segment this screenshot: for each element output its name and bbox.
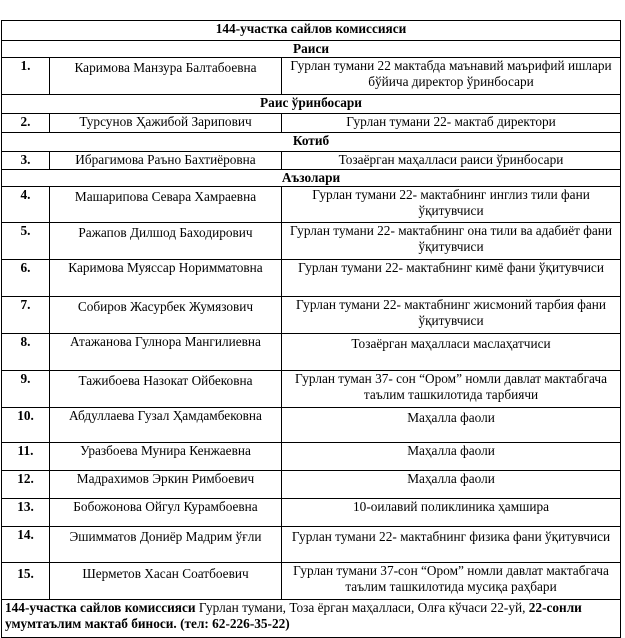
- row-number: 15.: [2, 563, 50, 600]
- row-number: 1.: [2, 58, 50, 95]
- table-row: [2, 499, 621, 527]
- address-note: [2, 600, 621, 638]
- row-number: 5.: [2, 223, 50, 260]
- member-role: Гурлан туман 37- сон “Ором” номли давлат мактабгача таълим ташкилотида тарбиячи: [282, 371, 621, 408]
- row-number: 11.: [2, 443, 50, 471]
- section-heading-deputy: Раис ўринбосари: [2, 95, 621, 114]
- member-role: Маҳалла фаоли: [282, 443, 621, 471]
- member-role: Гурлан тумани 22- мактабнинг инглиз тили фани ўқитувчиси: [282, 187, 621, 223]
- row-number: 8.: [2, 334, 50, 371]
- footer-commission-name: 144-участка сайлов комиссияси: [5, 600, 196, 615]
- table-row: [2, 187, 621, 223]
- row-number: 10.: [2, 408, 50, 443]
- member-role: Гурлан тумани 22- мактабнинг кимё фани ўқитувчиси: [282, 260, 621, 297]
- table-row: [2, 260, 621, 297]
- member-name: Бобожонова Ойгул Курамбоевна: [50, 499, 282, 527]
- table-row: [2, 408, 621, 443]
- member-role: Тозаёрган маҳалласи раиси ўринбосари: [282, 152, 621, 170]
- section-heading-members: Аъзолари: [2, 170, 621, 187]
- table-row: [2, 443, 621, 471]
- table-row: [2, 114, 621, 133]
- member-name: Турсунов Ҳажибой Зарипович: [50, 114, 282, 133]
- row-number: 9.: [2, 371, 50, 408]
- member-role: Маҳалла фаоли: [282, 408, 621, 443]
- row-number: 3.: [2, 152, 50, 170]
- title-row: [2, 21, 621, 41]
- section-heading-chair: Раиси: [2, 41, 621, 58]
- section-row-deputy: [2, 95, 621, 114]
- section-row-chair: [2, 41, 621, 58]
- table-row: [2, 297, 621, 334]
- table-row: [2, 223, 621, 260]
- member-role: Гурлан тумани 22- мактабнинг физика фани ўқитувчиси: [282, 527, 621, 563]
- table-row: [2, 471, 621, 499]
- member-role: Гурлан тумани 22- мактабнинг жисмоний тарбия фани ўқитувчиси: [282, 297, 621, 334]
- member-name: Ражапов Дилшод Баходирович: [50, 223, 282, 260]
- row-number: 2.: [2, 114, 50, 133]
- table-row: [2, 371, 621, 408]
- footer-school-building: 22-сонли умумтаълим мактаб биноси. (тел: 62-226-35-22): [5, 600, 582, 631]
- table-title: 144-участка сайлов комиссияси: [2, 21, 621, 41]
- table-row: [2, 152, 621, 170]
- member-role: Тозаёрган маҳалласи маслаҳатчиси: [282, 334, 621, 371]
- member-name: Каримова Манзура Балтабоевна: [50, 58, 282, 95]
- section-heading-secretary: Котиб: [2, 133, 621, 152]
- footer-row: [2, 600, 621, 638]
- member-name: Тажибоева Назокат Ойбековна: [50, 371, 282, 408]
- row-number: 7.: [2, 297, 50, 334]
- member-name: Машарипова Севара Хамраевна: [50, 187, 282, 223]
- member-name: Собиров Жасурбек Жумязович: [50, 297, 282, 334]
- member-name: Мадрахимов Эркин Римбоевич: [50, 471, 282, 499]
- member-name: Ибрагимова Раъно Бахтиёровна: [50, 152, 282, 170]
- member-role: Гурлан тумани 22 мактабда маънавий маърифий ишлари бўйича директор ўринбосари: [282, 58, 621, 95]
- table-row: [2, 58, 621, 95]
- member-name: Атажанова Гулнора Мангилиевна: [50, 334, 282, 371]
- member-role: Гурлан тумани 22- мактаб директори: [282, 114, 621, 133]
- member-role: Маҳалла фаоли: [282, 471, 621, 499]
- section-row-members: [2, 170, 621, 187]
- row-number: 6.: [2, 260, 50, 297]
- table-row: [2, 334, 621, 371]
- member-name: Абдуллаева Гузал Ҳамдамбековна: [50, 408, 282, 443]
- table-row: [2, 527, 621, 563]
- section-row-secretary: [2, 133, 621, 152]
- row-number: 4.: [2, 187, 50, 223]
- member-role: Гурлан тумани 37-сон “Ором” номли давлат мактабгача таълим ташкилотида мусиқа раҳбари: [282, 563, 621, 600]
- row-number: 13.: [2, 499, 50, 527]
- member-role: 10-оилавий поликлиника ҳамшира: [282, 499, 621, 527]
- member-name: Уразбоева Мунира Кенжаевна: [50, 443, 282, 471]
- member-name: Шерметов Хасан Соатбоевич: [50, 563, 282, 600]
- table-row: [2, 563, 621, 600]
- member-name: Эшимматов Дониёр Мадрим ўғли: [50, 527, 282, 563]
- commission-table: [1, 20, 621, 638]
- member-name: Каримова Муяссар Норимматовна: [50, 260, 282, 297]
- row-number: 14.: [2, 527, 50, 563]
- row-number: 12.: [2, 471, 50, 499]
- footer-address: Гурлан тумани, Тоза ёрган маҳалласи, Олға кўчаси 22-уй,: [195, 600, 529, 615]
- member-role: Гурлан тумани 22- мактабнинг она тили ва адабиёт фани ўқитувчиси: [282, 223, 621, 260]
